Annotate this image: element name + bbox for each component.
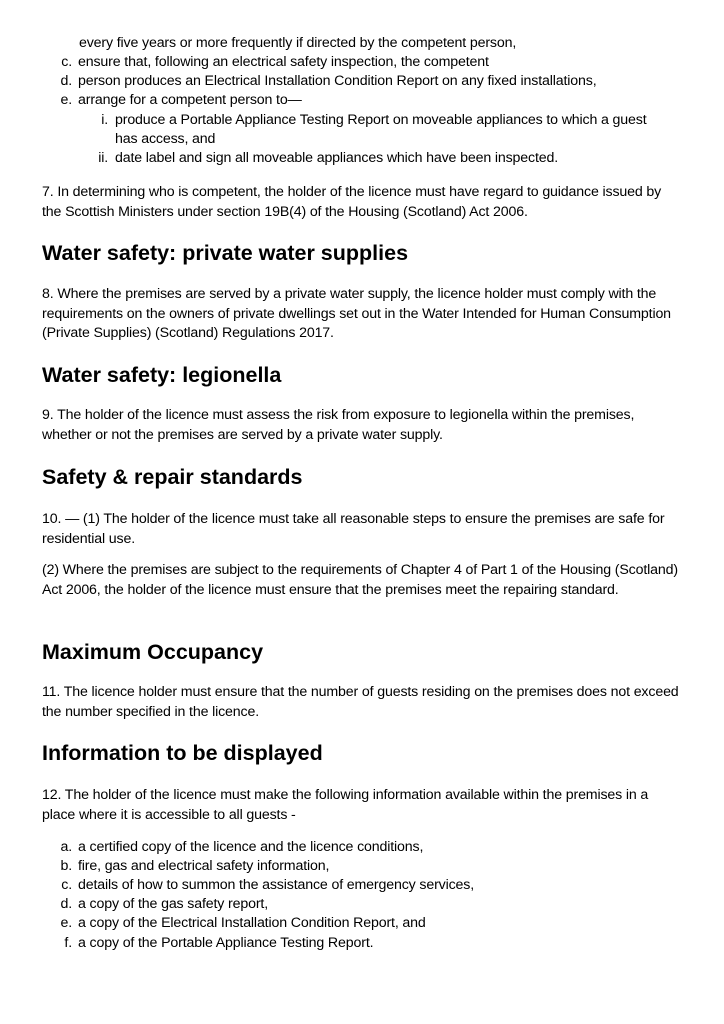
list-marker: c. bbox=[61, 877, 72, 893]
list-marker: b. bbox=[60, 858, 72, 874]
list-item-text: date label and sign all moveable appliances which have been inspected. bbox=[115, 150, 559, 166]
list-item-text: arrange for a competent person to— bbox=[78, 92, 302, 108]
section-heading-legionella: Water safety: legionella bbox=[42, 363, 282, 387]
list-item-text: person produces an Electrical Installation Condition Report on any fixed installations, bbox=[78, 73, 597, 89]
list-item-text: a copy of the Electrical Installation Condition Report, and bbox=[78, 915, 426, 931]
list-item bbox=[42, 838, 423, 856]
sub-list-item bbox=[42, 111, 647, 129]
paragraph-10-2: (2) Where the premises are subject to the requirements of Chapter 4 of Part 1 of the Housing (Scotland) Act 2006, the holder of the licence must ensure that the premises meet the repairing standard. bbox=[42, 562, 678, 598]
list-item bbox=[42, 934, 373, 952]
list-marker: e. bbox=[60, 915, 72, 931]
list-item bbox=[42, 857, 329, 875]
list-item-text-continuation: has access, and bbox=[115, 131, 216, 147]
list-item-text: a copy of the gas safety report, bbox=[78, 896, 268, 912]
list-marker: i. bbox=[101, 112, 108, 128]
list-marker: c. bbox=[61, 54, 72, 70]
paragraph-11: 11. The licence holder must ensure that the number of guests residing on the premises does not exceed the number specified in the licence. bbox=[42, 684, 679, 720]
list-item bbox=[42, 53, 489, 71]
section-heading-safety-repair: Safety & repair standards bbox=[42, 465, 303, 489]
list-item-text: produce a Portable Appliance Testing Report on moveable appliances to which a guest bbox=[115, 112, 647, 128]
list-item-text: a copy of the Portable Appliance Testing Report. bbox=[78, 935, 374, 951]
list-marker: d. bbox=[60, 896, 72, 912]
section-heading-information-displayed: Information to be displayed bbox=[42, 741, 323, 765]
section-heading-private-water: Water safety: private water supplies bbox=[42, 241, 409, 265]
list-item bbox=[42, 91, 302, 109]
list-item bbox=[42, 895, 268, 913]
list-marker: f. bbox=[64, 935, 72, 951]
list-item bbox=[42, 72, 597, 90]
paragraph-10-1: 10. — (1) The holder of the licence must take all reasonable steps to ensure the premises are safe for residential use. bbox=[42, 511, 665, 547]
list-item-text: a certified copy of the licence and the licence conditions, bbox=[78, 839, 424, 855]
sub-list-item bbox=[42, 149, 558, 167]
list-marker: d. bbox=[60, 73, 72, 89]
list-marker: ii. bbox=[98, 150, 108, 166]
list-marker: e. bbox=[60, 92, 72, 108]
list-continuation-text: every five years or more frequently if directed by the competent person, bbox=[79, 35, 517, 51]
section-heading-maximum-occupancy: Maximum Occupancy bbox=[42, 640, 264, 664]
list-item bbox=[42, 914, 426, 932]
list-marker: a. bbox=[60, 839, 72, 855]
list-item-text: details of how to summon the assistance of emergency services, bbox=[78, 877, 475, 893]
list-item-text: fire, gas and electrical safety information, bbox=[78, 858, 330, 874]
paragraph-8: 8. Where the premises are served by a private water supply, the licence holder must comply with the requirements on the owners of private dwellings set out in the Water Intended for Human Consumption (Private Supplies) (Scotland) Regulations 2017. bbox=[42, 286, 671, 341]
list-item-text: ensure that, following an electrical safety inspection, the competent bbox=[78, 54, 489, 70]
list-item bbox=[42, 876, 474, 894]
paragraph-9: 9. The holder of the licence must assess the risk from exposure to legionella within the premises, whether or not the premises are served by a private water supply. bbox=[42, 407, 635, 443]
paragraph-7: 7. In determining who is competent, the holder of the licence must have regard to guidance issued by the Scottish Ministers under section 19B(4) of the Housing (Scotland) Act 2006. bbox=[42, 184, 662, 220]
paragraph-12: 12. The holder of the licence must make the following information available within the premises in a place where it is accessible to all guests - bbox=[42, 787, 649, 823]
